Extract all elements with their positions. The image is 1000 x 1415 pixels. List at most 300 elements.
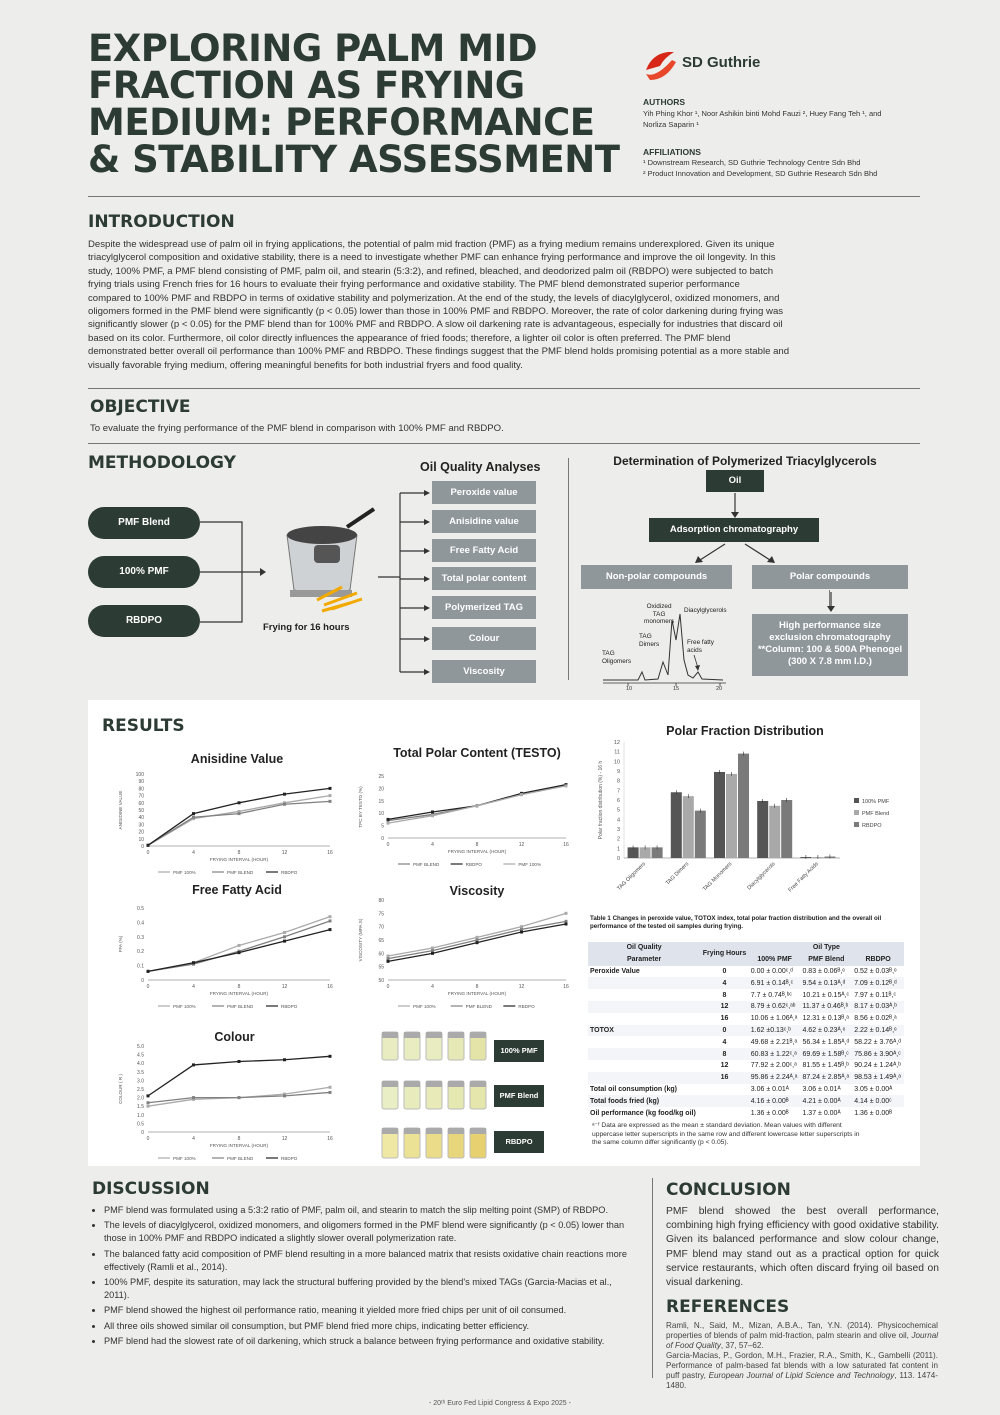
y-tick-label: 0.3	[137, 934, 144, 941]
table-cell	[588, 1013, 700, 1025]
y-tick-label: 7	[616, 788, 620, 795]
bar	[757, 801, 768, 858]
category-label: Diacylglycerols	[746, 861, 777, 892]
y-tick-label: 3	[616, 827, 620, 833]
table-cell: 12	[720, 1062, 729, 1070]
intro-line: study, 100% PMF, a PMF blend consisting of PMF, palm oil, and stearin (5:3:2), and refined, bleached, and deodorized palm oil (RBDPO) were subjected to batch	[88, 265, 774, 277]
frying-caption: Frying for 16 hours	[263, 622, 350, 633]
table-row	[588, 1060, 904, 1072]
table-row	[588, 1095, 904, 1107]
table-cell: 4.62 ± 0.23ᴬ,ᵉ	[802, 1026, 846, 1034]
x-tick-label: 4	[431, 842, 434, 848]
table-cell: 87.24 ± 2.85ᴬ,ᵃ	[802, 1074, 850, 1082]
x-tick-label: 16	[327, 984, 333, 990]
y-axis-label: ANISIDINE VALUE	[118, 790, 123, 830]
y-tick-label: 20	[138, 829, 144, 836]
data-point	[431, 949, 434, 952]
y-tick-label: 12	[613, 740, 620, 746]
ptag-oil-box: Oil	[706, 470, 764, 492]
table-cell: 3.05 ± 0.00ᴬ	[854, 1085, 893, 1093]
table-cell: 10.21 ± 0.15ᴬ,ᶜ	[802, 991, 849, 999]
table-footnote	[592, 1122, 908, 1148]
data-point	[147, 1094, 150, 1097]
x-tick-label: 8	[237, 850, 241, 856]
y-tick-label: 55	[378, 964, 384, 971]
x-tick-label: 0	[146, 1136, 150, 1142]
y-tick-label: 1	[616, 846, 620, 853]
y-tick-label: 0	[141, 844, 144, 850]
photo-label-rbdpo: RBDPO	[494, 1131, 544, 1153]
data-point	[238, 812, 241, 815]
intro-line: Despite the widespread use of palm oil in frying applications, the potential of palm mid fraction (PMF) as a frying medium remains underexplored. Given its unique	[88, 239, 775, 250]
legend-label: 100% PMF	[862, 799, 890, 805]
discussion-item: • All three oils showed similar oil consumption, but PMF blend fried more chips, indicating better efficiency.	[104, 1320, 636, 1333]
table-cell: 1.62 ±0.13ᶜ,ᵇ	[750, 1026, 791, 1034]
table-row	[588, 977, 904, 989]
table-cell: 56.34 ± 1.85ᴬ,ᵈ	[802, 1038, 850, 1046]
legend-label: PMF BLEND	[413, 862, 440, 867]
y-tick-label: 11	[614, 749, 620, 756]
legend-label: PMF BLEND	[227, 870, 254, 875]
x-tick-label: 0	[146, 850, 150, 856]
x-tick-label: 16	[327, 850, 333, 856]
chart-anisidine	[112, 768, 340, 878]
data-point	[147, 844, 150, 847]
table-cell: 75.86 ± 3.90ᴬ,ᶜ	[854, 1050, 901, 1058]
y-tick-label: 0.4	[137, 920, 144, 927]
legend-label: PMF BLEND	[227, 1004, 254, 1009]
x-tick-label: 12	[281, 1136, 288, 1142]
category-label: TAG Monomers	[702, 861, 734, 893]
table-cell: 4	[722, 1038, 727, 1046]
y-tick-label: 5	[381, 823, 384, 830]
chart-colour	[112, 1040, 340, 1164]
x-axis-label: FRYING INTERVAL (HOUR)	[447, 991, 507, 996]
th-col: RBDPO	[852, 954, 904, 966]
title-line: FRACTION AS FRYING	[88, 64, 525, 107]
table-row	[588, 1072, 904, 1084]
intro-line: demonstrated better overall oil performance than 100% PMF and RBDPO. These findings suggest that the PMF blend holds promising potential as a more stable and	[88, 346, 790, 358]
chrom-label-line: TAG	[652, 610, 666, 618]
results-heading: RESULTS	[102, 716, 185, 736]
y-tick-label: 60	[138, 800, 144, 807]
x-tick-label: 8	[475, 842, 479, 848]
chart-tpc	[352, 770, 576, 870]
affiliations-label: AFFILIATIONS	[643, 147, 701, 157]
y-tick-label: 90	[138, 779, 144, 786]
title-line: EXPLORING PALM MID	[88, 27, 538, 70]
bar	[726, 774, 737, 858]
ptag-nonpolar-box: Non-polar compounds	[581, 565, 732, 589]
table-cell: Oil performance (kg food/kg oil)	[590, 1109, 696, 1117]
discussion-heading: DISCUSSION	[92, 1179, 210, 1199]
chart-title-anisidine: Anisidine Value	[190, 752, 284, 766]
x-axis-label: FRYING INTERVAL (HOUR)	[447, 849, 507, 854]
table-cell: 16	[720, 1015, 729, 1023]
y-tick-label: 65	[378, 938, 384, 944]
table-cell: 1.36 ± 0.00ᴮ	[854, 1109, 893, 1117]
x-tick-label: 16	[563, 842, 569, 848]
x-axis-label: FRYING INTERVAL (HOUR)	[209, 1143, 269, 1148]
data-point	[192, 1063, 195, 1066]
intro-line: compared to 100% PMF and RBDPO in terms of oxidative stability and polymerization. At the end of the study, the levels of diacylglycerol, oxidized monomers, and	[88, 292, 780, 304]
th-oil-type: Oil Type	[749, 942, 904, 954]
introduction-heading: INTRODUCTION	[88, 212, 235, 232]
data-point	[283, 1094, 286, 1097]
conclusion-heading: CONCLUSION	[666, 1180, 791, 1200]
data-point	[387, 960, 390, 963]
analyses-title: Oil Quality Analyses	[420, 460, 541, 474]
divider	[652, 1178, 653, 1378]
table-cell: 0	[722, 1026, 727, 1034]
ptag-polar-box: Polar compounds	[752, 565, 908, 589]
table-cell: 6.91 ± 0.14ᴮ,ᶜ	[750, 979, 794, 987]
reference-item	[666, 1321, 938, 1351]
legend-label: RBDPO	[281, 1156, 298, 1161]
chrom-label-line: Free fatty	[687, 639, 714, 646]
data-point	[476, 804, 479, 807]
analysis-colour: Colour	[432, 627, 536, 650]
x-axis-label: FRYING INTERVAL (HOUR)	[209, 991, 269, 996]
footnote-line: the same column differ significantly (p < 0.05).	[592, 1139, 729, 1146]
affiliation: ² Product Innovation and Development, SD Guthrie Research Sdn Bhd	[643, 168, 878, 178]
ptag-title: Determination of Polymerized Triacylglycerols	[613, 454, 877, 468]
table-cell: 12	[720, 1003, 729, 1011]
data-point	[387, 955, 390, 958]
th-col: PMF Blend	[800, 954, 852, 966]
table-cell: 12.31 ± 0.13ᴮ,ᵃ	[802, 1015, 849, 1023]
chart-viscosity	[352, 894, 576, 1012]
legend-label: RBDPO	[518, 1004, 535, 1009]
ref-tail: , 113. 1474-1480.	[666, 1371, 939, 1390]
chart-title-tpc: Total Polar Content (TESTO)	[393, 746, 561, 760]
intro-line: based on its color. Furthermore, oil color directly influences the appearance of fried foods; therefore, a lighter oil color is often preferred. The PMF blend	[88, 332, 731, 344]
data-point	[283, 931, 286, 934]
data-point	[283, 803, 286, 806]
footnote-line: ᵃ⁻ᶠ Data are expressed as the mean ± standard deviation. Mean values with different	[592, 1122, 842, 1129]
x-tick-label: 4	[192, 984, 195, 990]
table-cell: 1.37 ± 0.00ᴬ	[802, 1109, 841, 1117]
affiliations-list	[643, 158, 943, 179]
x-tick-label: 8	[237, 1136, 241, 1142]
legend-label: PMF BLEND	[227, 1156, 254, 1161]
y-tick-label: 0	[141, 1130, 144, 1136]
table-cell: 0.83 ± 0.06ᴮ,ᵉ	[802, 967, 845, 975]
chrom-label-line: Oxidized	[646, 603, 672, 610]
data-point	[329, 1086, 332, 1089]
ptag-hpsec-box	[752, 614, 908, 676]
chrom-label-line: monomers	[644, 618, 675, 625]
chrom-label-line: Dimers	[639, 640, 660, 648]
table-cell	[700, 1095, 749, 1107]
methodology-heading: METHODOLOGY	[88, 453, 236, 473]
data-point	[329, 915, 332, 918]
y-tick-label: 50	[378, 978, 384, 984]
y-tick-label: 0	[141, 978, 144, 984]
data-point	[329, 794, 332, 797]
footnote-line: uppercase letter superscripts in the same row and different lowercase letter superscripts in	[592, 1130, 860, 1138]
data-point	[283, 935, 286, 938]
legend-label: RBDPO	[862, 823, 882, 829]
data-point	[565, 920, 568, 923]
table-cell: 8	[722, 991, 727, 999]
data-point	[565, 784, 568, 787]
y-tick-label: 70	[378, 924, 384, 931]
intro-line: oligomers formed in the PMF blend were significantly (p < 0.05) lower than those in 100% PMF and RBDPO. Moreover, the rate of color darkening during frying was	[88, 306, 784, 318]
ref-tail: , 37, 57–62.	[720, 1341, 764, 1350]
intro-line: significantly slower (p < 0.05) for the PMF blend than for 100% PMF and RBDPO. A slow oil darkening rate is advantageous, especially for industries that discard oil	[88, 319, 783, 331]
table-cell: 3.06 ± 0.01ᴬ	[750, 1085, 789, 1093]
data-point	[329, 1091, 332, 1094]
y-tick-label: 20	[378, 786, 384, 793]
y-tick-label: 60	[378, 951, 384, 958]
intro-line: visually favorable frying medium, offering meaningful benefits for both industrial fryers and food quality.	[88, 359, 523, 371]
data-point	[329, 1055, 332, 1058]
y-tick-label: 0.1	[137, 963, 144, 970]
data-point	[147, 1101, 150, 1104]
bar	[769, 806, 780, 858]
legend-label: RBDPO	[465, 862, 483, 867]
data-point	[476, 941, 479, 944]
ptag-flow-arrows	[690, 490, 830, 615]
analysis-peroxide: Peroxide value	[432, 481, 536, 504]
divider	[88, 388, 920, 389]
data-point	[192, 1096, 195, 1099]
th-param: Oil Quality	[588, 942, 700, 954]
y-tick-label: 10	[138, 836, 144, 843]
data-point	[192, 812, 195, 815]
oil-pill-pmf-blend: PMF Blend	[88, 507, 200, 539]
hpsec-line: (300 X 7.8 mm I.D.)	[788, 656, 872, 667]
authors-line: Norliza Saparin ¹	[643, 119, 699, 129]
data-point	[387, 818, 390, 821]
y-axis-label: COLOUR ( R )	[118, 1074, 123, 1104]
x-tick-label: 16	[563, 984, 569, 990]
y-tick-label: 0.5	[137, 906, 144, 912]
x-tick-label: 12	[281, 984, 288, 990]
oil-pill-rbdpo: RBDPO	[88, 605, 200, 637]
discussion-item: • PMF blend was formulated using a 5:3:2 ratio of PMF, palm oil, and stearin to match the slip melting point (SMP) of RBDPO.	[104, 1204, 636, 1217]
y-tick-label: 3.5	[137, 1069, 144, 1076]
legend-label: PMF 100%	[173, 1156, 196, 1161]
chrom-tick: 15	[673, 686, 680, 692]
y-tick-label: 15	[378, 798, 384, 805]
y-tick-label: 4.5	[137, 1052, 144, 1059]
legend-label: PMF 100%	[413, 1004, 436, 1009]
table-cell: 0.00 ± 0.00ᶜ,ᵈ	[750, 967, 793, 975]
ptag-adsorption-box: Adsorption chromatography	[649, 518, 819, 542]
data-point	[329, 928, 332, 931]
table-cell	[588, 1036, 700, 1048]
data-point	[476, 939, 479, 942]
table-cell: Peroxide Value	[590, 967, 640, 975]
references-list	[666, 1321, 938, 1391]
y-tick-label: 70	[138, 793, 144, 800]
introduction-text	[88, 238, 920, 372]
table-cell: 16	[720, 1074, 729, 1082]
data-point	[192, 961, 195, 964]
hpsec-line: High performance size	[779, 620, 881, 631]
analysis-tpc: Total polar content	[432, 567, 536, 590]
data-point	[192, 816, 195, 819]
oil-pill-100-pmf: 100% PMF	[88, 556, 200, 588]
y-tick-label: 8	[616, 778, 620, 785]
chrom-label-dag: Diacylglycerols	[684, 607, 727, 614]
table-cell: 10.06 ± 1.06ᴬ,ᵃ	[750, 1015, 798, 1023]
table-cell: 11.37 ± 0.46ᴮ,ᵇ	[802, 1003, 849, 1011]
deep-fryer-icon	[262, 505, 377, 615]
y-axis-label: VISCOSITY (MPA.S)	[358, 918, 363, 962]
ref-text: Ramli, N., Said, M., Mizan, A.B.A., Tan, Y.N. (2014). Physicochemical properties of blends of palm mid-fraction, palm stearin and olive oil,	[666, 1321, 938, 1340]
x-tick-label: 4	[192, 850, 195, 856]
table-cell	[700, 1084, 749, 1096]
series-line	[388, 913, 566, 956]
chrom-label-oxidized	[644, 603, 674, 626]
table-cell	[588, 1060, 700, 1072]
data-point	[238, 1060, 241, 1063]
table-cell: 3.06 ± 0.01ᴬ	[802, 1085, 841, 1093]
table-row	[588, 1048, 904, 1060]
table-cell	[700, 1107, 749, 1119]
intro-line: triacylglycerol composition and oxidative stability, there is a need to investigate whether PMF can enhance frying performance and improve the oil longevity. In this	[88, 252, 776, 264]
table-cell: 9.54 ± 0.13ᴬ,ᵈ	[802, 979, 846, 987]
table-cell: 8.79 ± 0.62ᶜ,ᵃᵇ	[750, 1003, 796, 1011]
data-point	[329, 800, 332, 803]
y-tick-label: 0.2	[137, 949, 144, 956]
y-tick-label: 0	[381, 836, 384, 842]
y-tick-label: 1.0	[137, 1112, 144, 1119]
intro-line: frying trials using French fries for 16 hours to evaluate their frying performance and oxidative stability. The PMF blend demonstrated superior performance	[88, 279, 740, 291]
table-caption-line: Table 1 Changes in peroxide value, TOTOX index, total polar fraction distribution and the overall oil	[590, 915, 882, 922]
x-tick-label: 8	[475, 984, 479, 990]
category-label: Free Fatty Acids	[787, 861, 820, 894]
data-point	[520, 931, 523, 934]
discussion-item: • PMF blend showed the highest oil performance ratio, meaning it yielded more fried chips per unit of oil consumed.	[104, 1304, 636, 1317]
table-cell: 7.09 ± 0.12ᴮ,ᵈ	[854, 979, 897, 987]
data-point	[238, 951, 241, 954]
legend-label: PMF Blend	[862, 811, 890, 817]
references-heading: REFERENCES	[666, 1297, 790, 1317]
table-row	[588, 989, 904, 1001]
bar	[781, 800, 792, 858]
y-axis-label: FFA (%)	[118, 935, 123, 953]
bar	[683, 796, 694, 858]
y-tick-label: 5.0	[137, 1044, 144, 1050]
series-line	[148, 788, 330, 845]
photo-label-100-pmf: 100% PMF	[494, 1040, 544, 1062]
table-cell: 4.21 ± 0.00ᴬ	[802, 1097, 841, 1105]
ref-journal: Journal of Food Quality	[666, 1331, 939, 1350]
arrow-down-icon	[826, 590, 836, 614]
divider	[88, 196, 920, 197]
analysis-ffa: Free Fatty Acid	[432, 539, 536, 562]
footer-text: - 20ᵗʰ Euro Fed Lipid Congress & Expo 2025 -	[429, 1400, 571, 1407]
data-point	[283, 793, 286, 796]
table-cell: 49.68 ± 2.21ᴮ,ᵃ	[750, 1038, 798, 1046]
table-cell: 7.97 ± 0.11ᴮ,ᶜ	[854, 991, 896, 999]
title-line: & STABILITY ASSESSMENT	[88, 138, 620, 181]
category-label: TAG Oligomers	[616, 861, 648, 892]
y-tick-label: 3.0	[137, 1078, 144, 1085]
table-cell	[588, 977, 700, 989]
y-tick-label: 4	[616, 817, 620, 824]
ref-journal: European Journal of Lipid Science and Technology	[708, 1371, 895, 1380]
th-hours: Frying Hours	[700, 942, 749, 966]
table-cell: 0.52 ± 0.03ᴮ,ᵉ	[854, 967, 897, 975]
poster-title	[88, 27, 628, 181]
table-cell: 8	[722, 1050, 727, 1058]
chrom-label-ffa	[687, 639, 714, 654]
chrom-label-line: TAG	[602, 650, 615, 657]
authors-line: Yih Phing Khor ¹, Noor Ashikin binti Mohd Fauzi ², Huey Fang Teh ¹, and	[643, 109, 882, 118]
bar	[714, 772, 725, 858]
table-cell	[588, 989, 700, 1001]
data-point	[387, 822, 390, 825]
x-tick-label: 0	[146, 984, 150, 990]
data-point	[238, 1096, 241, 1099]
authors-label: AUTHORS	[643, 97, 686, 107]
table-cell: 4	[722, 979, 727, 987]
table-caption-line: performance of the tested oil samples during frying.	[590, 923, 743, 930]
sd-guthrie-logo-icon	[642, 48, 678, 82]
y-tick-label: 0	[616, 856, 620, 862]
analysis-ptag: Polymerized TAG	[432, 596, 536, 619]
x-tick-label: 4	[192, 1136, 195, 1142]
table-cell: 95.86 ± 2.24ᴬ,ᵃ	[750, 1074, 798, 1082]
x-tick-label: 4	[431, 984, 434, 990]
th-col: 100% PMF	[749, 954, 801, 966]
legend-label: PMF BLEND	[465, 1004, 492, 1009]
analysis-viscosity: Viscosity	[432, 660, 536, 683]
y-tick-label: 2.5	[137, 1087, 144, 1093]
table-cell: 90.24 ± 1.24ᴬ,ᵇ	[854, 1062, 901, 1070]
data-point	[329, 787, 332, 790]
table-cell: 77.92 ± 2.00ᶜ,ᵃ	[750, 1062, 797, 1070]
y-tick-label: 2	[616, 836, 620, 843]
objective-text: To evaluate the frying performance of the PMF blend in comparison with 100% PMF and RBDPO.	[90, 423, 504, 434]
discussion-item: • The balanced fatty acid composition of PMF blend resulting in a more balanced matrix that resists oxidative chain reactions more effectively (Ramli et al., 2014).	[104, 1248, 636, 1274]
y-tick-label: 4.0	[137, 1061, 144, 1068]
table-cell: 4.14 ± 0.00ᶜ	[854, 1097, 892, 1105]
x-tick-label: 12	[518, 984, 525, 990]
table-row	[588, 1013, 904, 1025]
table-row	[588, 1084, 904, 1096]
table-caption	[590, 915, 910, 931]
data-point	[520, 793, 523, 796]
objective-heading: OBJECTIVE	[90, 397, 191, 417]
data-point	[238, 801, 241, 804]
chart-ffa	[112, 902, 340, 1012]
legend-swatch	[854, 822, 859, 827]
bar	[738, 754, 749, 858]
chrom-label-line: TAG	[639, 633, 652, 640]
table-row	[588, 1107, 904, 1119]
table-cell: Total oil consumption (kg)	[590, 1085, 677, 1093]
chrom-label-line: Oligomers	[602, 657, 632, 665]
chrom-tick: 10	[626, 686, 633, 692]
x-tick-label: 0	[386, 842, 390, 848]
chart-title-colour: Colour	[214, 1030, 255, 1044]
y-tick-label: 10	[613, 759, 620, 766]
y-tick-label: 1.5	[137, 1104, 144, 1111]
logo-text: SD Guthrie	[682, 54, 761, 71]
legend-label: RBDPO	[281, 870, 298, 875]
discussion-item: • 100% PMF, despite its saturation, may lack the structural buffering provided by the blend's mixed TAGs (Garcia-Macias et al., 2011).	[104, 1276, 636, 1302]
table-cell: 4.16 ± 0.00ᴮ	[750, 1097, 789, 1105]
data-point	[431, 810, 434, 813]
th-param2: Parameter	[588, 954, 700, 966]
table-cell	[588, 1072, 700, 1084]
